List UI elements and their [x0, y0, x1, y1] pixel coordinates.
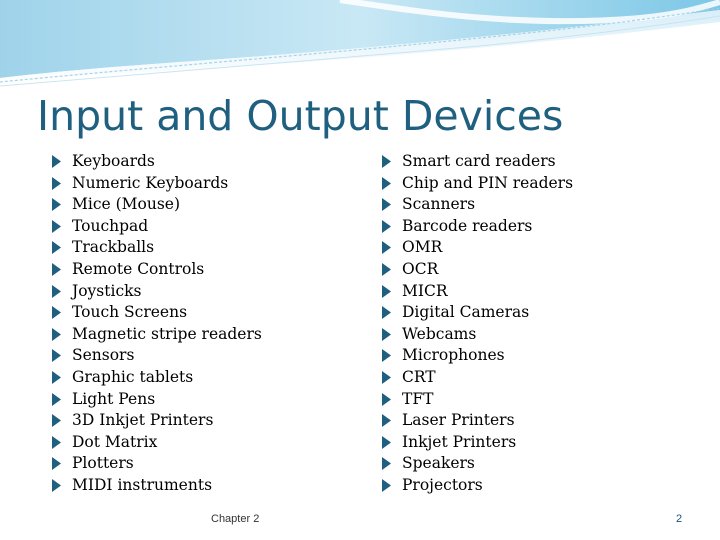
list-item	[52, 367, 342, 389]
triangle-right-icon	[52, 285, 61, 298]
triangle-right-icon	[382, 177, 391, 190]
list-item	[52, 194, 342, 216]
list-item-label: Light Pens	[72, 389, 156, 408]
list-item	[382, 237, 682, 259]
list-item-label: Numeric Keyboards	[72, 173, 229, 192]
list-item-label: Sensors	[72, 346, 135, 365]
list-item-label: MICR	[402, 281, 448, 300]
triangle-right-icon	[52, 393, 61, 406]
list-item	[382, 345, 682, 367]
triangle-right-icon	[382, 393, 391, 406]
list-item	[52, 324, 342, 346]
list-item-label: MIDI instruments	[72, 475, 213, 494]
list-item-label: Touchpad	[72, 216, 149, 235]
list-item-label: Mice (Mouse)	[72, 195, 181, 214]
list-item	[382, 151, 682, 173]
triangle-right-icon	[52, 436, 61, 449]
triangle-right-icon	[382, 436, 391, 449]
list-item-label: Laser Printers	[402, 411, 515, 430]
list-item-label: Inkjet Printers	[402, 432, 517, 451]
list-item	[52, 281, 342, 303]
triangle-right-icon	[52, 155, 61, 168]
triangle-right-icon	[382, 414, 391, 427]
list-item-label: Touch Screens	[72, 303, 188, 322]
list-item	[52, 259, 342, 281]
triangle-right-icon	[382, 198, 391, 211]
triangle-right-icon	[382, 155, 391, 168]
list-item	[382, 389, 682, 411]
triangle-right-icon	[52, 349, 61, 362]
list-item	[52, 216, 342, 238]
list-item	[382, 324, 682, 346]
list-item-label: Dot Matrix	[72, 432, 158, 451]
triangle-right-icon	[382, 306, 391, 319]
list-item	[52, 453, 342, 475]
footer-chapter-label: Chapter 2	[211, 513, 260, 525]
list-item-label: Remote Controls	[72, 259, 205, 278]
list-item	[52, 237, 342, 259]
list-item	[382, 410, 682, 432]
list-item-label: Projectors	[402, 475, 483, 494]
list-item-label: Barcode readers	[402, 216, 533, 235]
triangle-right-icon	[52, 263, 61, 276]
triangle-right-icon	[382, 285, 391, 298]
page-number: 2	[676, 513, 683, 525]
triangle-right-icon	[382, 263, 391, 276]
slide-title: Input and Output Devices	[37, 92, 564, 140]
list-item-label: Speakers	[402, 454, 475, 473]
triangle-right-icon	[52, 328, 61, 341]
list-item-label: Smart card readers	[402, 152, 556, 170]
list-item	[382, 302, 682, 324]
list-item-label: Scanners	[402, 195, 476, 214]
triangle-right-icon	[52, 220, 61, 233]
triangle-right-icon	[52, 198, 61, 211]
list-item	[382, 281, 682, 303]
triangle-right-icon	[52, 479, 61, 492]
list-item-label: Magnetic stripe readers	[72, 324, 262, 343]
triangle-right-icon	[382, 457, 391, 470]
list-item	[382, 432, 682, 454]
list-item	[382, 216, 682, 238]
list-item	[382, 259, 682, 281]
list-item	[382, 194, 682, 216]
list-item	[52, 151, 342, 173]
triangle-right-icon	[382, 328, 391, 341]
triangle-right-icon	[382, 371, 391, 384]
list-item-label: Chip and PIN readers	[402, 173, 574, 192]
list-item-label: OCR	[402, 259, 439, 278]
triangle-right-icon	[52, 306, 61, 319]
list-item	[52, 345, 342, 367]
list-item-label: Graphic tablets	[72, 367, 194, 386]
right-device-list	[382, 151, 682, 497]
list-item-label: TFT	[402, 389, 434, 408]
triangle-right-icon	[382, 220, 391, 233]
triangle-right-icon	[52, 371, 61, 384]
triangle-right-icon	[52, 414, 61, 427]
list-item	[382, 173, 682, 195]
list-item	[382, 367, 682, 389]
list-item	[52, 173, 342, 195]
triangle-right-icon	[52, 177, 61, 190]
list-item	[382, 475, 682, 497]
list-item	[52, 389, 342, 411]
triangle-right-icon	[382, 479, 391, 492]
list-item-label: Plotters	[72, 454, 134, 473]
list-item-label: Webcams	[402, 324, 477, 343]
list-item-label: Trackballs	[72, 238, 155, 257]
list-item	[52, 432, 342, 454]
list-item-label: Digital Cameras	[402, 303, 530, 322]
list-item-label: CRT	[402, 367, 436, 386]
list-item	[52, 302, 342, 324]
list-item	[52, 475, 342, 497]
list-item-label: 3D Inkjet Printers	[72, 411, 214, 430]
list-item-label: Microphones	[402, 346, 505, 365]
triangle-right-icon	[52, 457, 61, 470]
triangle-right-icon	[382, 241, 391, 254]
list-item	[52, 410, 342, 432]
list-item-label: Keyboards	[72, 152, 155, 170]
triangle-right-icon	[382, 349, 391, 362]
list-item-label: OMR	[402, 238, 443, 257]
header-wave-decoration	[0, 0, 720, 90]
list-item-label: Joysticks	[72, 281, 142, 300]
list-item	[382, 453, 682, 475]
left-device-list	[52, 151, 342, 497]
triangle-right-icon	[52, 241, 61, 254]
